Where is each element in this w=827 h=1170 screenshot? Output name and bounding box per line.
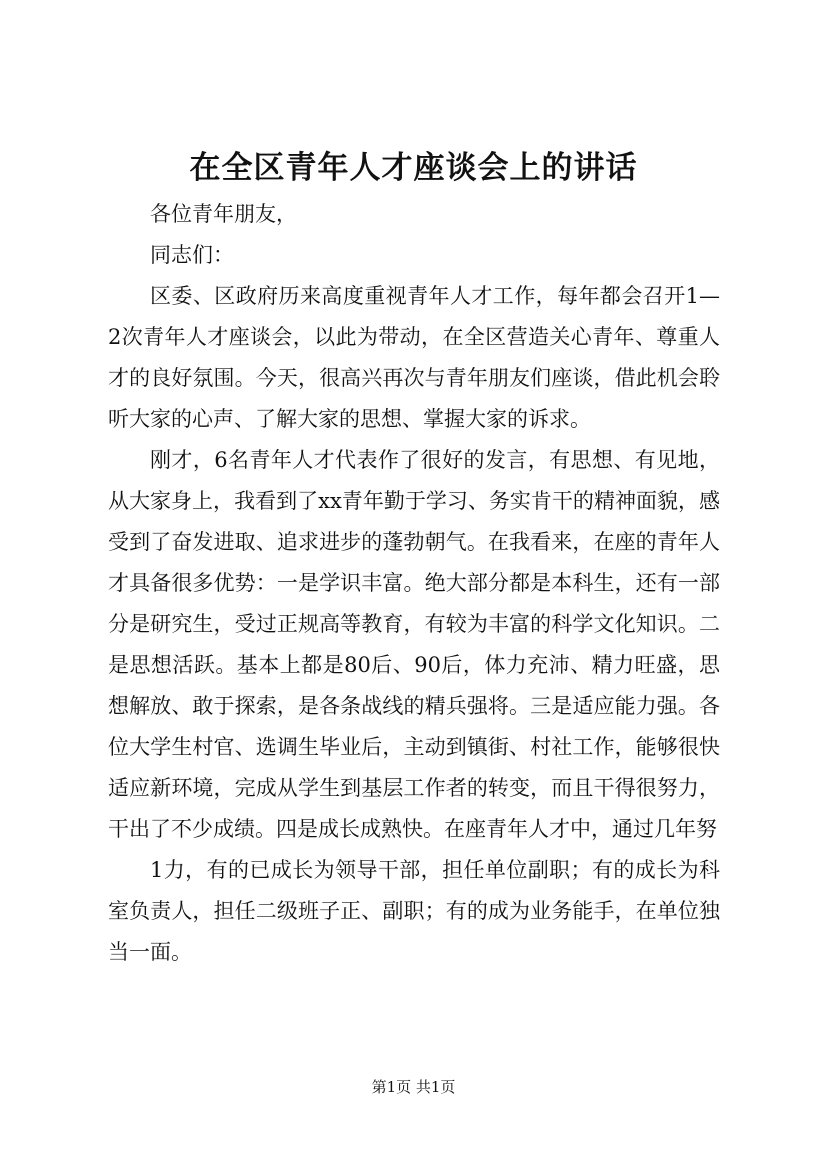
document-title: 在全区青年人才座谈会上的讲话: [189, 150, 638, 186]
salutation-line-2: 同志们：: [150, 243, 234, 267]
document-body: [108, 194, 720, 973]
salutation-line-1: 各位青年朋友，: [150, 202, 297, 226]
body-paragraph-2: 刚才，6名青年人才代表作了很好的发言，有思想、有见地，从大家身上，我看到了xx青年勤于学习、务实肯干的精神面貌，感受到了奋发进取、追求进步的蓬勃朝气。在我看来，在座的青年人才具备很多优势：一是学识丰富。绝大部分都是本科生，还有一部分是研究生，受过正规高等教育，有较为丰富的科学文化知识。二是思想活跃。基本上都是80后、90后，体力充沛、精力旺盛，思想解放、敢于探索，是各条战线的精兵强将。三是适应能力强。各位大学生村官、选调生毕业后，主动到镇街、村社工作，能够很快适应新环境，完成从学生到基层工作者的转变，而且干得很努力，干出了不少成绩。四是成长成熟快。在座青年人才中，通过几年努: [108, 448, 720, 841]
page-number-footer: 第1页 共1页: [371, 1078, 456, 1096]
body-paragraph-1: 区委、区政府历来高度重视青年人才工作，每年都会召开1—2次青年人才座谈会，以此为带动，在全区营造关心青年、尊重人才的良好氛围。今天，很高兴再次与青年朋友们座谈，借此机会聆听大家的心声、了解大家的思想、掌握大家的诉求。: [108, 284, 720, 431]
body-paragraph-3: 1力，有的已成长为领导干部，担任单位副职；有的成长为科室负责人，担任二级班子正、副职；有的成为业务能手，在单位独当一面。: [108, 858, 720, 964]
